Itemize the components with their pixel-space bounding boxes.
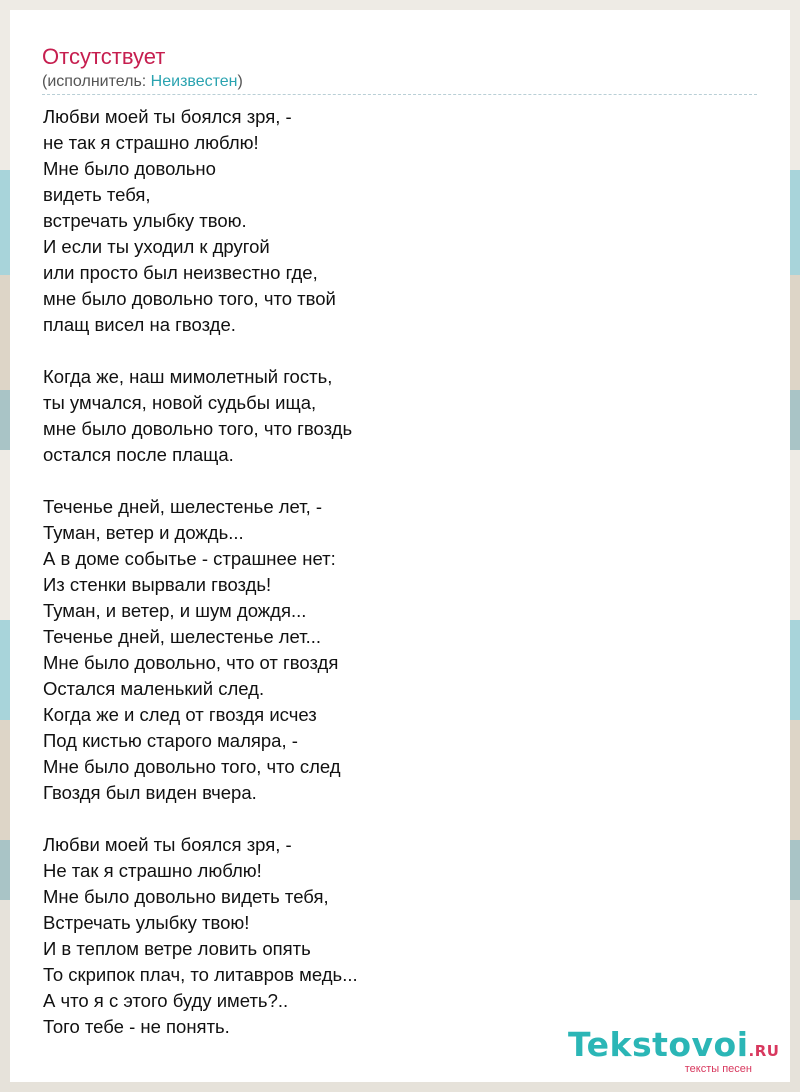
lyric-line: Туман, ветер и дождь... [43,522,244,543]
lyric-line: Мне было довольно, что от гвоздя [43,652,339,673]
artist-line [42,72,243,92]
lyric-line: И если ты уходил к другой [43,236,270,257]
lyric-blank-line [43,468,743,494]
lyric-line: Туман, и ветер, и шум дождя... [43,600,307,621]
lyric-line: Мне было довольно [43,158,216,179]
lyric-line: Не так я страшно люблю! [43,860,262,881]
lyric-line: видеть тебя, [43,184,151,205]
song-title: Отсутствует [42,44,166,69]
logo-tagline: тексты песен [684,1063,752,1075]
lyric-line: Того тебе - не понять. [43,1016,230,1037]
lyrics-card [10,10,790,1082]
lyric-line: Теченье дней, шелестенье лет, - [43,496,323,517]
lyric-line: не так я страшно люблю! [43,132,259,153]
lyric-line: Остался маленький след. [43,678,265,699]
header-divider [42,94,757,95]
lyric-line: То скрипок плач, то литавров медь... [43,964,358,985]
artist-link[interactable]: Неизвестен [150,73,238,90]
lyric-line: Из стенки вырвали гвоздь! [43,574,272,595]
lyric-line: Когда же и след от гвоздя исчез [43,704,317,725]
lyric-line: Мне было довольно видеть тебя, [43,886,329,907]
logo-name: Tekstovoi [568,1025,749,1064]
lyric-line: Мне было довольно того, что след [43,756,341,777]
lyric-line: Гвоздя был виден вчера. [43,782,257,803]
lyric-line: ты умчался, новой судьбы ища, [43,392,317,413]
lyric-line: или просто был неизвестно где, [43,262,318,283]
lyric-line: А что я с этого буду иметь?.. [43,990,289,1011]
lyric-line: А в доме событье - страшнее нет: [43,548,336,569]
logo-tld: .RU [748,1042,780,1060]
lyric-line: Теченье дней, шелестенье лет... [43,626,322,647]
lyric-line: Любви моей ты боялся зря, - [43,834,292,855]
lyric-line: встречать улыбку твою. [43,210,247,231]
lyric-line: мне было довольно того, что гвоздь [43,418,353,439]
lyric-line: И в теплом ветре ловить опять [43,938,311,959]
lyric-blank-line [43,806,743,832]
lyric-line: Под кистью старого маляра, - [43,730,298,751]
artist-suffix: ) [237,73,243,90]
lyric-line: плащ висел на гвозде. [43,314,236,335]
lyric-blank-line [43,338,743,364]
lyric-line: Когда же, наш мимолетный гость, [43,366,333,387]
lyrics-text [43,104,743,1040]
lyric-line: Встречать улыбку твою! [43,912,250,933]
lyric-line: мне было довольно того, что твой [43,288,336,309]
site-logo[interactable] [568,1023,778,1075]
lyric-line: Любви моей ты боялся зря, - [43,106,292,127]
lyric-line: остался после плаща. [43,444,234,465]
artist-prefix: (исполнитель: [42,73,151,90]
